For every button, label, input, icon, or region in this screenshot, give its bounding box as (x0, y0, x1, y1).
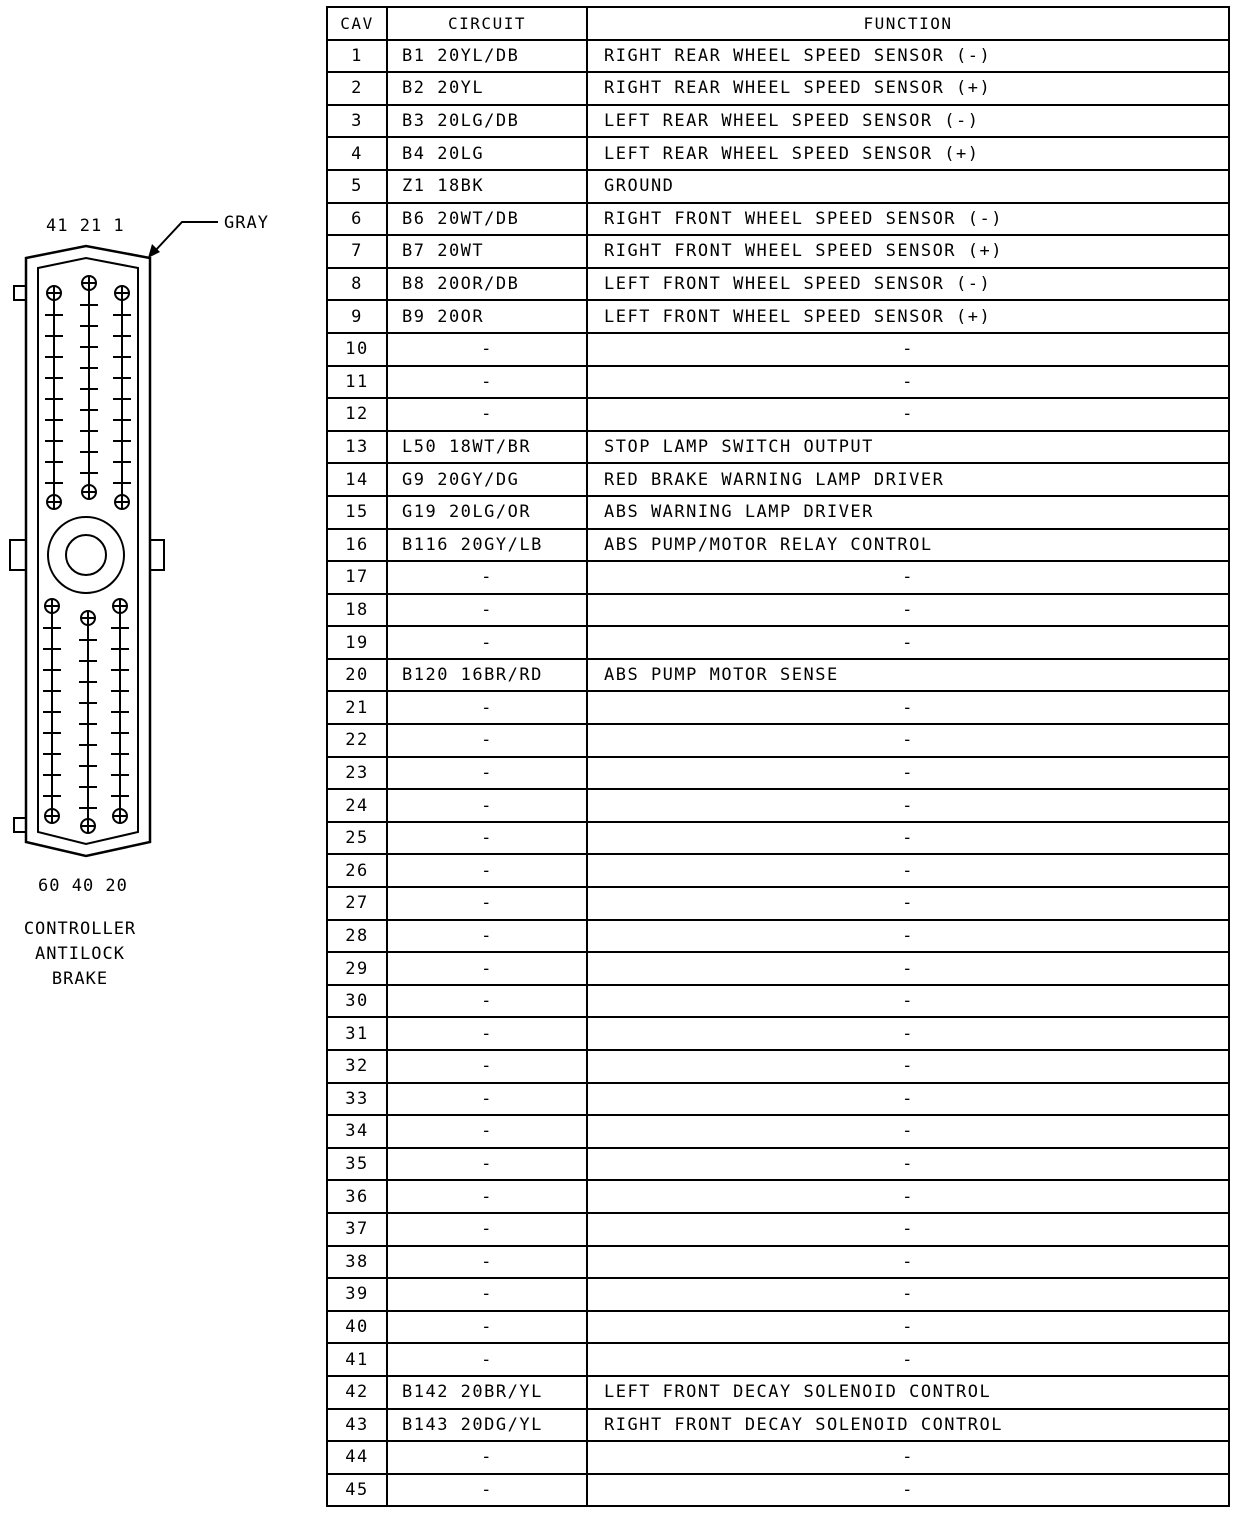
cav-cell: 36 (327, 1180, 387, 1213)
header-cav: CAV (327, 7, 387, 40)
top-pin-numbers: 41 21 1 (46, 216, 125, 236)
function-cell: - (587, 366, 1229, 399)
caption-line: ANTILOCK (35, 944, 125, 964)
function-cell: - (587, 724, 1229, 757)
tab-left-bottom (14, 818, 26, 832)
circuit-cell: - (387, 626, 587, 659)
function-cell: RIGHT FRONT WHEEL SPEED SENSOR (-) (587, 203, 1229, 236)
circuit-cell: - (387, 1246, 587, 1279)
function-cell: - (587, 1278, 1229, 1311)
circuit-cell: B3 20LG/DB (387, 105, 587, 138)
circuit-cell: B9 20OR (387, 300, 587, 333)
circuit-cell: Z1 18BK (387, 170, 587, 203)
table-row (327, 40, 1229, 73)
circuit-cell: - (387, 854, 587, 887)
function-cell: - (587, 1311, 1229, 1344)
function-cell: RIGHT REAR WHEEL SPEED SENSOR (-) (587, 40, 1229, 73)
table-row (327, 1409, 1229, 1442)
cav-cell: 19 (327, 626, 387, 659)
circuit-cell: - (387, 1474, 587, 1507)
cav-cell: 1 (327, 40, 387, 73)
function-cell: LEFT FRONT DECAY SOLENOID CONTROL (587, 1376, 1229, 1409)
function-cell: - (587, 1180, 1229, 1213)
cav-cell: 11 (327, 366, 387, 399)
circuit-cell: - (387, 1017, 587, 1050)
cav-cell: 32 (327, 1050, 387, 1083)
function-cell: RIGHT FRONT DECAY SOLENOID CONTROL (587, 1409, 1229, 1442)
function-cell: - (587, 691, 1229, 724)
table-row (327, 235, 1229, 268)
table-row (327, 1083, 1229, 1116)
cav-cell: 17 (327, 561, 387, 594)
cav-cell: 38 (327, 1246, 387, 1279)
function-cell: - (587, 1017, 1229, 1050)
header-function: FUNCTION (587, 7, 1229, 40)
table-row (327, 398, 1229, 431)
cav-cell: 41 (327, 1343, 387, 1376)
function-cell: - (587, 333, 1229, 366)
cav-cell: 35 (327, 1148, 387, 1181)
function-cell: STOP LAMP SWITCH OUTPUT (587, 431, 1229, 464)
circuit-cell: - (387, 757, 587, 790)
circuit-cell: - (387, 1441, 587, 1474)
header-circuit: CIRCUIT (387, 7, 587, 40)
function-cell: - (587, 887, 1229, 920)
circuit-cell: - (387, 1311, 587, 1344)
table-row (327, 1017, 1229, 1050)
circuit-cell: B142 20BR/YL (387, 1376, 587, 1409)
circuit-cell: - (387, 1050, 587, 1083)
cav-cell: 34 (327, 1115, 387, 1148)
tab-left-mid (10, 540, 26, 570)
cav-cell: 25 (327, 822, 387, 855)
circuit-cell: B2 20YL (387, 72, 587, 105)
cav-cell: 14 (327, 463, 387, 496)
caption-line: BRAKE (51, 969, 109, 989)
caption-line: CONTROLLER (23, 919, 137, 939)
table-row (327, 333, 1229, 366)
table-row (327, 268, 1229, 301)
table-row (327, 105, 1229, 138)
table-row (327, 203, 1229, 236)
circuit-cell: - (387, 1148, 587, 1181)
cav-cell: 42 (327, 1376, 387, 1409)
tab-left-top (14, 286, 26, 300)
circuit-cell: B4 20LG (387, 137, 587, 170)
function-cell: ABS PUMP/MOTOR RELAY CONTROL (587, 529, 1229, 562)
function-cell: - (587, 398, 1229, 431)
table-row (327, 691, 1229, 724)
circuit-cell: - (387, 1343, 587, 1376)
function-cell: RED BRAKE WARNING LAMP DRIVER (587, 463, 1229, 496)
circuit-cell: G9 20GY/DG (387, 463, 587, 496)
cav-cell: 40 (327, 1311, 387, 1344)
cav-cell: 23 (327, 757, 387, 790)
cav-cell: 15 (327, 496, 387, 529)
cav-cell: 31 (327, 1017, 387, 1050)
cav-cell: 20 (327, 659, 387, 692)
function-cell: - (587, 626, 1229, 659)
function-cell: - (587, 1343, 1229, 1376)
table-row (327, 366, 1229, 399)
function-cell: - (587, 1148, 1229, 1181)
cav-cell: 16 (327, 529, 387, 562)
circuit-cell: - (387, 985, 587, 1018)
circuit-cell: - (387, 561, 587, 594)
function-cell: - (587, 789, 1229, 822)
table-row (327, 1050, 1229, 1083)
circuit-cell: - (387, 1278, 587, 1311)
table-row (327, 72, 1229, 105)
cav-cell: 33 (327, 1083, 387, 1116)
table-row (327, 170, 1229, 203)
header-row (327, 7, 1229, 40)
connector-outline (0, 0, 320, 1000)
circuit-cell: - (387, 366, 587, 399)
table-row (327, 626, 1229, 659)
table-row (327, 1474, 1229, 1507)
table-row (327, 1115, 1229, 1148)
table-row (327, 887, 1229, 920)
table-row (327, 1278, 1229, 1311)
table-row (327, 724, 1229, 757)
circuit-cell: B120 16BR/RD (387, 659, 587, 692)
function-cell: RIGHT REAR WHEEL SPEED SENSOR (+) (587, 72, 1229, 105)
table-row (327, 659, 1229, 692)
cav-cell: 39 (327, 1278, 387, 1311)
cav-cell: 9 (327, 300, 387, 333)
circuit-cell: - (387, 920, 587, 953)
cav-cell: 6 (327, 203, 387, 236)
circuit-cell: B8 20OR/DB (387, 268, 587, 301)
cav-cell: 8 (327, 268, 387, 301)
tab-right-mid (150, 540, 164, 570)
circuit-cell: - (387, 1180, 587, 1213)
cav-cell: 3 (327, 105, 387, 138)
circuit-cell: - (387, 1213, 587, 1246)
function-cell: - (587, 757, 1229, 790)
circuit-cell: B1 20YL/DB (387, 40, 587, 73)
function-cell: ABS PUMP MOTOR SENSE (587, 659, 1229, 692)
table-row (327, 822, 1229, 855)
cav-cell: 13 (327, 431, 387, 464)
circuit-cell: B7 20WT (387, 235, 587, 268)
table-row (327, 985, 1229, 1018)
cav-cell: 4 (327, 137, 387, 170)
function-cell: - (587, 561, 1229, 594)
cav-cell: 10 (327, 333, 387, 366)
circuit-cell: - (387, 398, 587, 431)
function-cell: GROUND (587, 170, 1229, 203)
cav-cell: 22 (327, 724, 387, 757)
table-row (327, 1441, 1229, 1474)
cav-cell: 21 (327, 691, 387, 724)
connector-caption (0, 917, 160, 992)
cav-cell: 30 (327, 985, 387, 1018)
cav-cell: 37 (327, 1213, 387, 1246)
circuit-cell: - (387, 952, 587, 985)
table-row (327, 952, 1229, 985)
cav-cell: 44 (327, 1441, 387, 1474)
circuit-cell: B143 20DG/YL (387, 1409, 587, 1442)
circuit-cell: G19 20LG/OR (387, 496, 587, 529)
function-cell: LEFT FRONT WHEEL SPEED SENSOR (+) (587, 300, 1229, 333)
table-row (327, 561, 1229, 594)
circuit-cell: - (387, 691, 587, 724)
cav-cell: 18 (327, 594, 387, 627)
table-row (327, 529, 1229, 562)
cav-cell: 26 (327, 854, 387, 887)
cav-cell: 27 (327, 887, 387, 920)
function-cell: - (587, 854, 1229, 887)
circuit-cell: B116 20GY/LB (387, 529, 587, 562)
bottom-pin-numbers: 60 40 20 (38, 876, 128, 896)
cav-cell: 28 (327, 920, 387, 953)
function-cell: - (587, 952, 1229, 985)
circuit-cell: - (387, 887, 587, 920)
circuit-cell: - (387, 333, 587, 366)
circuit-cell: L50 18WT/BR (387, 431, 587, 464)
table-row (327, 854, 1229, 887)
table-row (327, 1343, 1229, 1376)
table-row (327, 300, 1229, 333)
circuit-cell: - (387, 1115, 587, 1148)
cav-cell: 24 (327, 789, 387, 822)
circuit-cell: - (387, 594, 587, 627)
function-cell: ABS WARNING LAMP DRIVER (587, 496, 1229, 529)
table-row (327, 431, 1229, 464)
function-cell: LEFT FRONT WHEEL SPEED SENSOR (-) (587, 268, 1229, 301)
table-row (327, 594, 1229, 627)
table-row (327, 137, 1229, 170)
circuit-cell: B6 20WT/DB (387, 203, 587, 236)
function-cell: RIGHT FRONT WHEEL SPEED SENSOR (+) (587, 235, 1229, 268)
table-row (327, 757, 1229, 790)
pin-rows (43, 276, 131, 833)
connector-color-label: GRAY (224, 213, 269, 233)
cav-cell: 43 (327, 1409, 387, 1442)
function-cell: - (587, 1246, 1229, 1279)
cav-cell: 2 (327, 72, 387, 105)
center-bolt-inner (66, 535, 106, 575)
function-cell: - (587, 594, 1229, 627)
cav-cell: 12 (327, 398, 387, 431)
table-row (327, 1311, 1229, 1344)
function-cell: LEFT REAR WHEEL SPEED SENSOR (+) (587, 137, 1229, 170)
pinout-body (327, 40, 1229, 1507)
cav-cell: 7 (327, 235, 387, 268)
circuit-cell: - (387, 1083, 587, 1116)
table-row (327, 1213, 1229, 1246)
center-bolt-outer (48, 517, 124, 593)
circuit-cell: - (387, 822, 587, 855)
cav-cell: 5 (327, 170, 387, 203)
function-cell: - (587, 1083, 1229, 1116)
cav-cell: 29 (327, 952, 387, 985)
leader-line (154, 222, 218, 252)
function-cell: - (587, 1213, 1229, 1246)
function-cell: - (587, 822, 1229, 855)
function-cell: - (587, 1474, 1229, 1507)
cav-cell: 45 (327, 1474, 387, 1507)
function-cell: LEFT REAR WHEEL SPEED SENSOR (-) (587, 105, 1229, 138)
function-cell: - (587, 1115, 1229, 1148)
table-row (327, 1148, 1229, 1181)
table-row (327, 789, 1229, 822)
circuit-cell: - (387, 789, 587, 822)
circuit-cell: - (387, 724, 587, 757)
table-row (327, 1180, 1229, 1213)
function-cell: - (587, 1050, 1229, 1083)
table-row (327, 920, 1229, 953)
table-row (327, 463, 1229, 496)
pinout-table (326, 6, 1230, 1507)
connector-diagram (0, 0, 320, 1526)
table-row (327, 1376, 1229, 1409)
table-row (327, 496, 1229, 529)
table-row (327, 1246, 1229, 1279)
function-cell: - (587, 920, 1229, 953)
function-cell: - (587, 985, 1229, 1018)
function-cell: - (587, 1441, 1229, 1474)
